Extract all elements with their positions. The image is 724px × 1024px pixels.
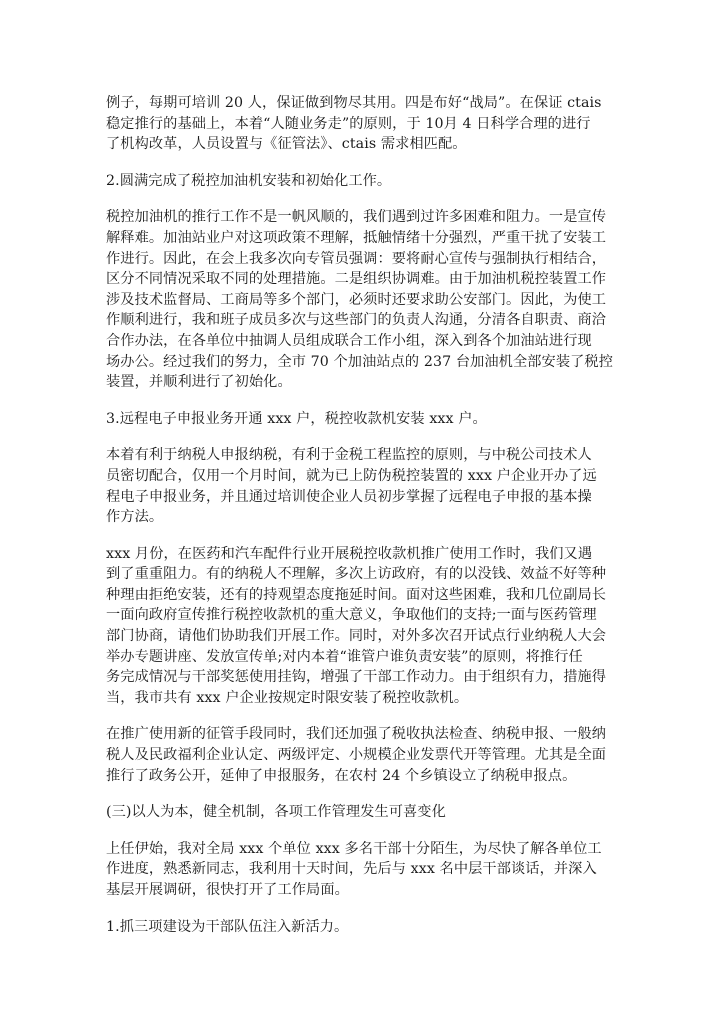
paragraph bbox=[106, 544, 626, 709]
text-line: 稳定推行的基础上，本着“人随业务走”的原则，于 10月 4 日科学合理的进行 bbox=[106, 115, 591, 132]
paragraph bbox=[106, 409, 626, 430]
text-line: 了机构改革，人员设置与《征管法》、ctais 需求相匹配。 bbox=[106, 136, 467, 153]
paragraph-gap bbox=[106, 429, 626, 445]
text-line: 例子，每期可培训 20 人，保证做到物尽其用。四是布好“战局”。在保证 ctais bbox=[106, 95, 602, 111]
text-line: 区分不同情况采取不同的处理措施。二是组织协调难。由于加油机税控装置工作 bbox=[106, 271, 607, 288]
text-line: 涉及技术监督局、工商局等多个部门，必须时还要求助公安部门。因此，为使工 bbox=[106, 291, 607, 308]
paragraph-gap bbox=[106, 708, 626, 724]
text-line: 基层开展调研，很快打开了工作局面。 bbox=[106, 882, 349, 898]
text-line: xxx 月份，在医药和汽车配件行业开展税控收款机推广使用工作时，我们又遇 bbox=[106, 545, 593, 562]
paragraph bbox=[106, 207, 626, 392]
paragraph-gap bbox=[106, 528, 626, 544]
paragraph-gap bbox=[106, 393, 626, 409]
text-line: 举办专题讲座、发放宣传单;对内本着“谁管户谁负责安装”的原则，将推行任 bbox=[106, 648, 583, 665]
text-line: 1.抓三项建设为干部队伍注入新活力。 bbox=[106, 918, 349, 935]
text-line: 程电子申报业务，并且通过培训使企业人员初步掌握了远程电子申报的基本操 bbox=[106, 488, 592, 505]
paragraph-gap bbox=[106, 191, 626, 207]
text-line: 2.圆满完成了税控加油机安装和初始化工作。 bbox=[106, 172, 392, 189]
text-line: 税人及民政福利企业认定、两级评定、小规模企业发票代开等管理。尤其是全面 bbox=[106, 747, 607, 764]
text-line: 员密切配合，仅用一个月时间，就为已上防伪税控装置的 xxx 户企业开办了远 bbox=[106, 467, 597, 484]
paragraph-gap bbox=[106, 155, 626, 171]
paragraph-gap bbox=[106, 901, 626, 917]
paragraph bbox=[106, 802, 626, 823]
text-line: 在推广使用新的征管手段同时，我们还加强了税收执法检查、纳税申报、一般纳 bbox=[106, 726, 607, 743]
paragraph-gap bbox=[106, 786, 626, 802]
text-line: 场办公。经过我们的努力，全市 70 个加油站点的 237 台加油机全部安装了税控 bbox=[106, 353, 613, 370]
paragraph bbox=[106, 839, 626, 901]
text-line: 作方法。 bbox=[106, 509, 164, 526]
text-line: 合作办法，在各单位中抽调人员组成联合工作小组，深入到各个加油站进行现 bbox=[106, 332, 592, 349]
text-line: 种理由拒绝安装，还有的持观望态度拖延时间。面对这些困难，我和几位副局长 bbox=[106, 586, 607, 603]
text-line: 解释难。加油站业户对这项政策不理解，抵触情绪十分强烈，严重干扰了安装工 bbox=[106, 229, 607, 246]
text-line: 到了重重阻力。有的纳税人不理解，多次上访政府，有的以没钱、效益不好等种 bbox=[106, 566, 607, 583]
text-line: 作顺利进行，我和班子成员多次与这些部门的负责人沟通，分清各自职责、商洽 bbox=[106, 312, 607, 329]
text-line: 作进行。因此，在会上我多次向专管员强调：要将耐心宣传与强制执行相结合， bbox=[106, 250, 607, 267]
paragraph bbox=[106, 724, 626, 786]
paragraph bbox=[106, 917, 626, 938]
text-line: 务完成情况与干部奖惩使用挂钩，增强了干部工作动力。由于组织有力，措施得 bbox=[106, 669, 607, 686]
text-line: 税控加油机的推行工作不是一帆风顺的，我们遇到过许多困难和阻力。一是宣传 bbox=[106, 209, 607, 226]
document-page bbox=[106, 93, 626, 937]
text-line: (三)以人为本，健全机制，各项工作管理发生可喜变化 bbox=[106, 804, 446, 821]
text-line: 推行了政务公开，延伸了申报服务，在农村 24 个乡镇设立了纳税申报点。 bbox=[106, 767, 577, 784]
text-line: 上任伊始，我对全局 xxx 个单位 xxx 多名干部十分陌生，为尽快了解各单位工 bbox=[106, 840, 602, 857]
text-line: 部门协商，请他们协助我们开展工作。同时，对外多次召开试点行业纳税人大会 bbox=[106, 628, 607, 645]
paragraph-gap bbox=[106, 823, 626, 839]
paragraph bbox=[106, 445, 626, 527]
paragraph bbox=[106, 93, 626, 155]
paragraph bbox=[106, 171, 626, 192]
text-line: 本着有利于纳税人申报纳税，有利于金税工程监控的原则，与中税公司技术人 bbox=[106, 447, 592, 464]
text-line: 作进度，熟悉新同志，我利用十天时间，先后与 xxx 名中层干部谈话，并深入 bbox=[106, 861, 597, 878]
text-line: 3.远程电子申报业务开通 xxx 户，税控收款机安装 xxx 户。 bbox=[106, 410, 487, 427]
text-line: 一面向政府宣传推行税控收款机的重大意义，争取他们的支持;一面与医药管理 bbox=[106, 607, 597, 624]
text-line: 当，我市共有 xxx 户企业按规定时限安装了税控收款机。 bbox=[106, 689, 469, 706]
text-line: 装置，并顺利进行了初始化。 bbox=[106, 374, 292, 391]
